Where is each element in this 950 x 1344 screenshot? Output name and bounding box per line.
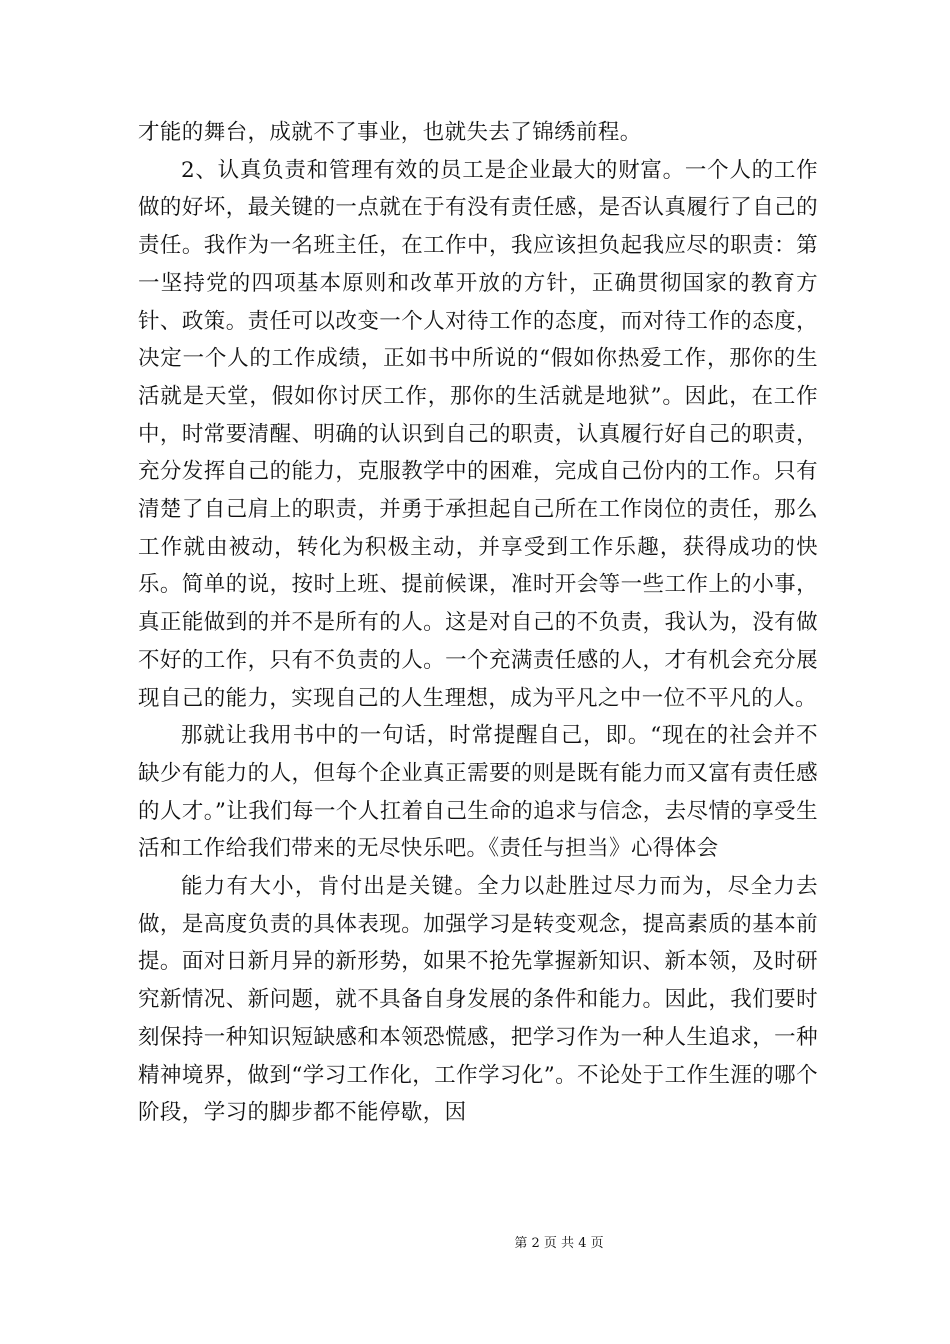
page-number-footer: 第 2 页 共 4 页 xyxy=(514,1236,604,1251)
paragraph-4: 能力有大小，肯付出是关键。全力以赴胜过尽力而为，尽全力去做，是高度负责的具体表现。加强学习是转变观念，提高素质的基本前提。面对日新月异的新形势，如果不抢先掌握新知识、新本领，及时研究新情况、新问题，就不具备自身发展的条件和能力。因此，我们要时刻保持一种知识短缺感和本领恐慌感，把学习作为一种人生追求，一种精神境界，做到“学习工作化，工作学习化”。不论处于工作生涯的哪个阶段，学习的脚步都不能停歇，因 xyxy=(138,874,818,1126)
document-body xyxy=(138,114,818,1132)
paragraph-2: 2、认真负责和管理有效的员工是企业最大的财富。一个人的工作做的好坏，最关键的一点就在于有没有责任感，是否认真履行了自己的责任。我作为一名班主任，在工作中，我应该担负起我应尽的职责：第一坚持党的四项基本原则和改革开放的方针，正确贯彻国家的教育方针、政策。责任可以改变一个人对待工作的态度，而对待工作的态度，决定一个人的工作成绩，正如书中所说的“假如你热爱工作，那你的生活就是天堂，假如你讨厌工作，那你的生活就是地狱”。因此，在工作中，时常要清醒、明确的认识到自己的职责，认真履行好自己的职责，充分发挥自己的能力，克服教学中的困难，完成自己份内的工作。只有清楚了自己肩上的职责，并勇于承担起自己所在工作岗位的责任，那么工作就由被动，转化为积极主动，并享受到工作乐趣，获得成功的快乐。简单的说，按时上班、提前候课，准时开会等一些工作上的小事，真正能做到的并不是所有的人。这是对自己的不负责，我认为，没有做不好的工作，只有不负责的人。一个充满责任感的人，才有机会充分展现自己的能力，实现自己的人生理想，成为平凡之中一位不平凡的人。 xyxy=(138,157,818,711)
paragraph-1: 才能的舞台，成就不了事业，也就失去了锦绣前程。 xyxy=(138,120,642,145)
paragraph-3: 那就让我用书中的一句话，时常提醒自己，即。“现在的社会并不缺少有能力的人，但每个企业真正需要的则是既有能力而又富有责任感的人才。”让我们每一个人扛着自己生命的追求与信念，去尽情的享受生活和工作给我们带来的无尽快乐吧。《责任与担当》心得体会 xyxy=(138,723,818,862)
